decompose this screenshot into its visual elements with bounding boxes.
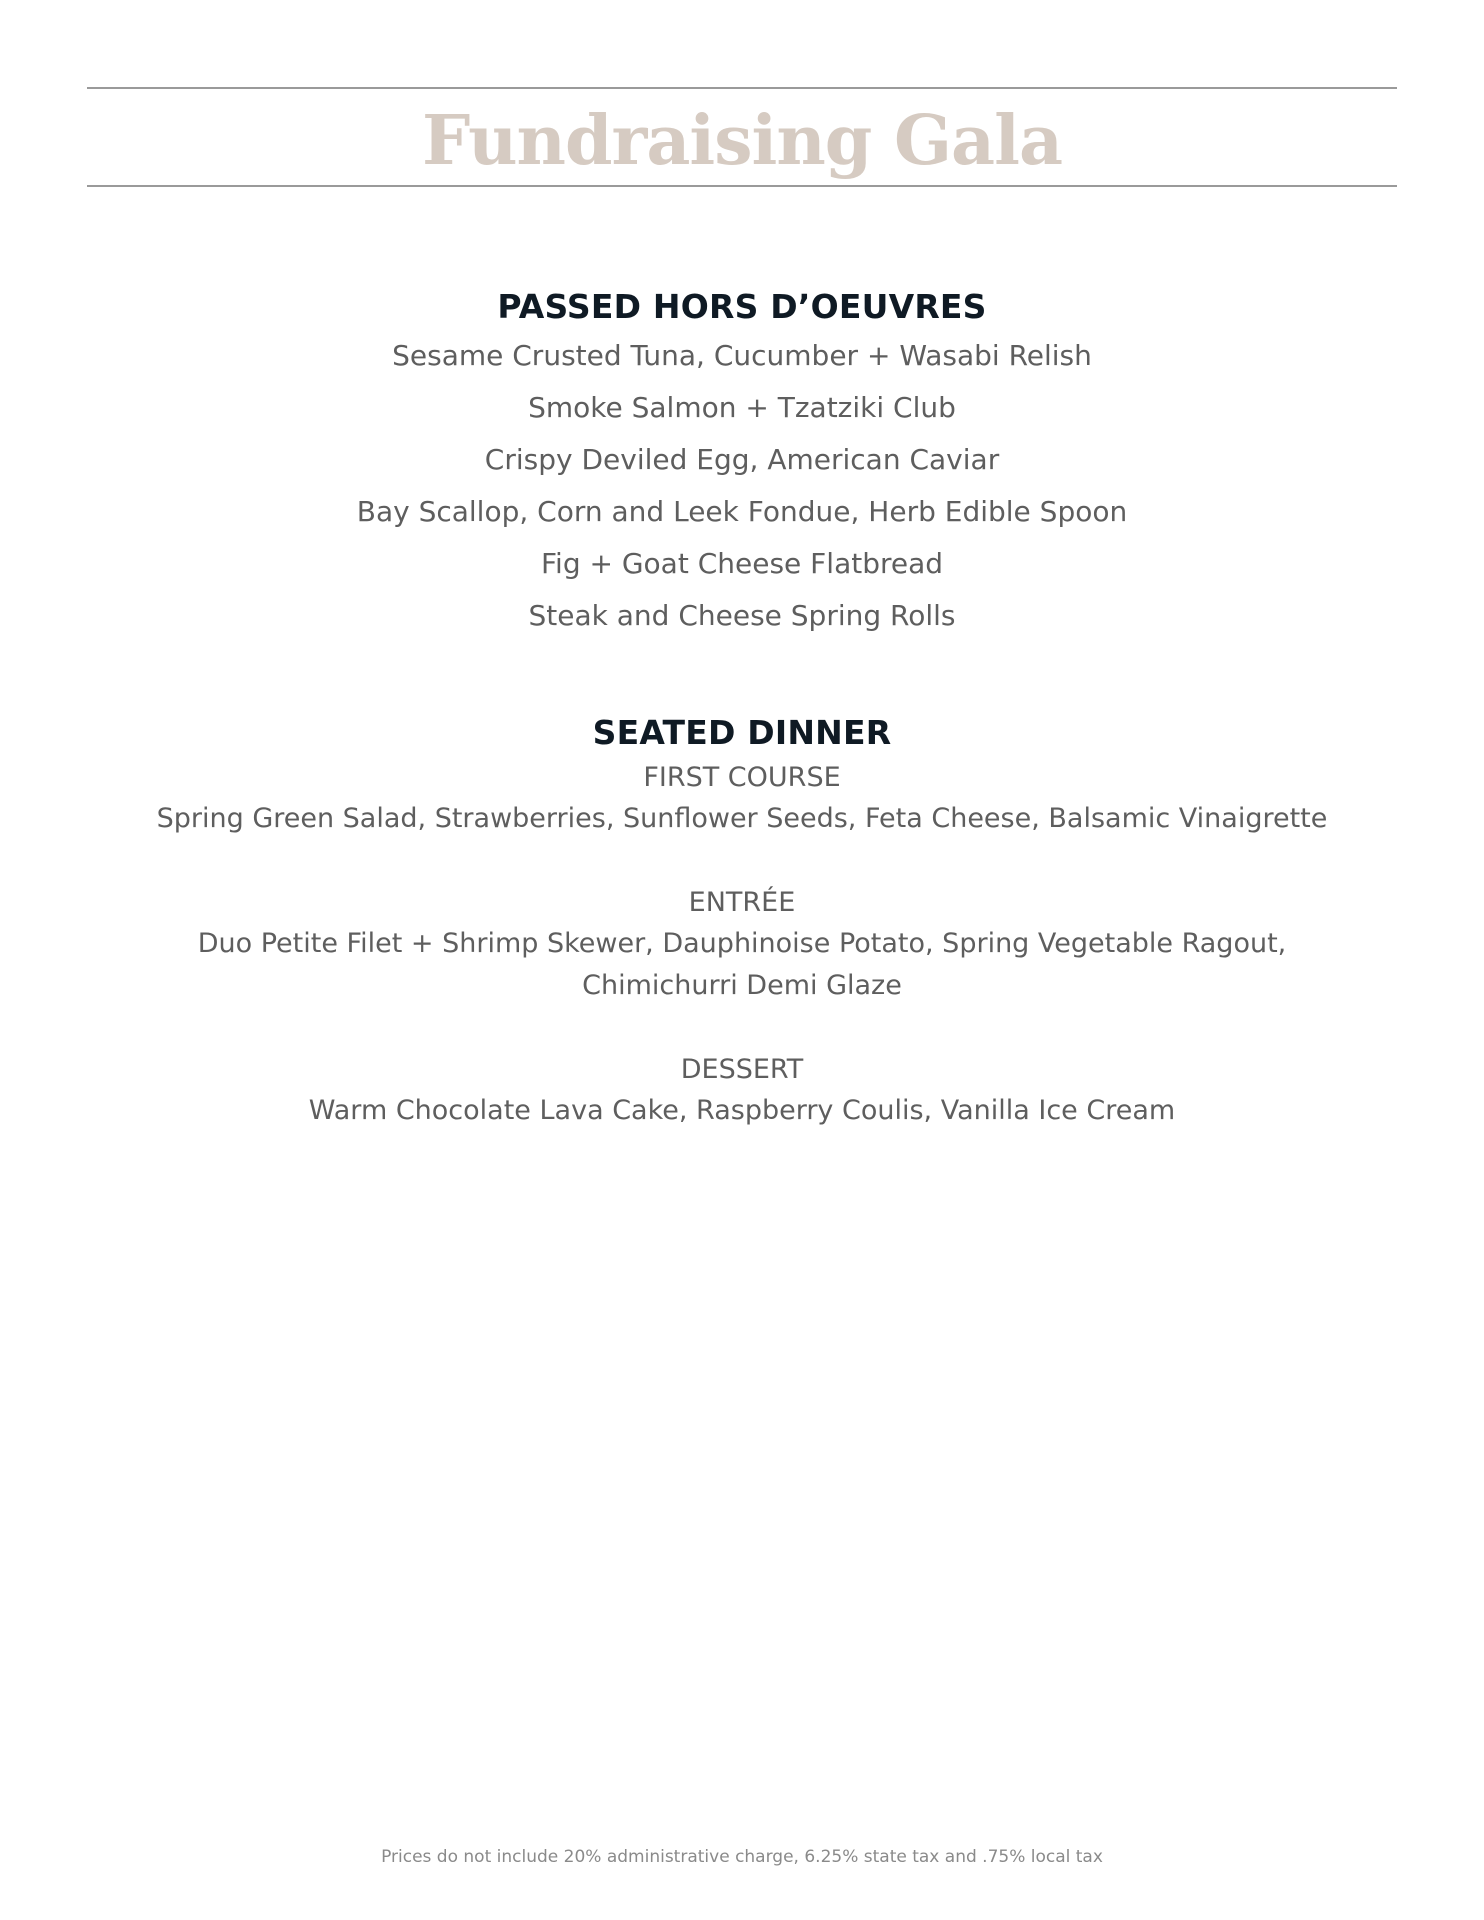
course-label: FIRST COURSE <box>643 762 841 793</box>
course-description: Chimichurri Demi Glaze <box>582 970 902 1001</box>
menu-item: Smoke Salmon + Tzatziki Club <box>528 391 956 424</box>
course-label: ENTRÉE <box>688 887 796 918</box>
seated-dinner-section <box>0 708 1484 1132</box>
menu-item: Crispy Deviled Egg, American Caviar <box>484 443 1000 476</box>
page-title: Fundraising Gala <box>421 101 1063 181</box>
menu-item: Sesame Crusted Tuna, Cucumber + Wasabi Relish <box>392 339 1092 372</box>
header-top-rule <box>87 87 1397 89</box>
course-description: Duo Petite Filet + Shrimp Skewer, Dauphinoise Potato, Spring Vegetable Ragout, <box>197 928 1287 959</box>
menu-item: Bay Scallop, Corn and Leek Fondue, Herb Edible Spoon <box>356 495 1128 528</box>
header-bottom-rule <box>87 185 1397 187</box>
menu-item: Fig + Goat Cheese Flatbread <box>540 547 944 580</box>
course-description: Warm Chocolate Lava Cake, Raspberry Coulis, Vanilla Ice Cream <box>308 1095 1176 1126</box>
first-course <box>0 758 1484 840</box>
dessert-course <box>0 1050 1484 1132</box>
menu-item: Steak and Cheese Spring Rolls <box>528 599 956 632</box>
seated-dinner-heading: SEATED DINNER <box>592 713 892 752</box>
course-description: Spring Green Salad, Strawberries, Sunflower Seeds, Feta Cheese, Balsamic Vinaigrette <box>156 803 1328 834</box>
pricing-footnote: Prices do not include 20% administrative charge, 6.25% state tax and .75% local tax <box>381 1847 1103 1867</box>
hors-doeuvres-section <box>0 284 1484 642</box>
entree-course <box>0 883 1484 1007</box>
course-label: DESSERT <box>680 1054 804 1085</box>
hors-doeuvres-heading: PASSED HORS D’OEUVRES <box>497 287 987 326</box>
